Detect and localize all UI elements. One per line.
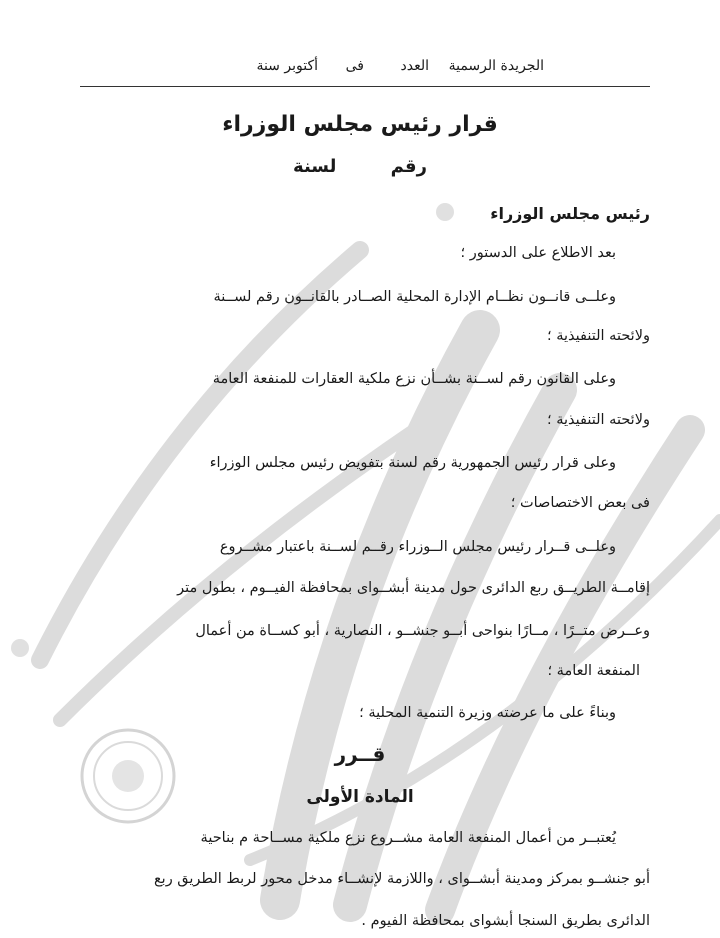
header-date: أكتوبر سنة (256, 58, 318, 74)
header-in: فى (345, 58, 364, 74)
header-divider (80, 86, 650, 87)
decree-year-label: لسنة (293, 156, 337, 177)
article-line: الدائرى بطريق السنجا أبشواى بمحافظة الفيوم . (361, 913, 650, 929)
preamble-line: وعــرض متــرًا ، مــارًا بنواحى أبــو جنشــو ، النصارية ، أبو كســاة من أعمال (195, 623, 650, 639)
preamble-line: ولائحته التنفيذية ؛ (547, 328, 650, 344)
preamble-heading: رئيس مجلس الوزراء (490, 204, 650, 223)
header-issue: العدد (400, 58, 429, 74)
preamble-line: إقامــة الطريــق ربع الدائرى حول مدينة أبشــواى بمحافظة الفيــوم ، بطول متر (177, 580, 650, 596)
decided-heading: قــرر (334, 742, 386, 766)
header-gazette-name: الجريدة الرسمية (448, 58, 544, 74)
preamble-line: وعلى القانون رقم لســنة بشــأن نزع ملكية العقارات للمنفعة العامة (212, 371, 616, 387)
preamble-line: وعلــى قانــون نظــام الإدارة المحلية الصــادر بالقانــون رقم لســنة (213, 289, 616, 305)
article-line: أبو جنشــو بمركز ومدينة أبشــواى ، واللازمة لإنشــاء مدخل محور لربط الطريق ربع (153, 871, 650, 887)
article-line: يُعتبــر من أعمال المنفعة العامة مشــروع نزع ملكية مســاحة م بناحية (200, 830, 616, 846)
preamble-line: وعلــى قــرار رئيس مجلس الــوزراء رقــم لســنة باعتبار مشــروع (219, 539, 616, 555)
preamble-line: وبناءً على ما عرضته وزيرة التنمية المحلية ؛ (359, 705, 616, 721)
preamble-line: وعلى قرار رئيس الجمهورية رقم لسنة بتفويض رئيس مجلس الوزراء (209, 455, 616, 471)
decree-number-line (0, 156, 720, 177)
preamble-line: ولائحته التنفيذية ؛ (547, 412, 650, 428)
preamble-line: بعد الاطلاع على الدستور ؛ (460, 245, 616, 261)
article-heading: المادة الأولى (306, 787, 414, 807)
decree-number-label: رقم (390, 156, 427, 177)
preamble-line: المنفعة العامة ؛ (547, 663, 640, 679)
decree-title: قرار رئيس مجلس الوزراء (222, 112, 498, 137)
preamble-line: فى بعض الاختصاصات ؛ (510, 495, 650, 511)
